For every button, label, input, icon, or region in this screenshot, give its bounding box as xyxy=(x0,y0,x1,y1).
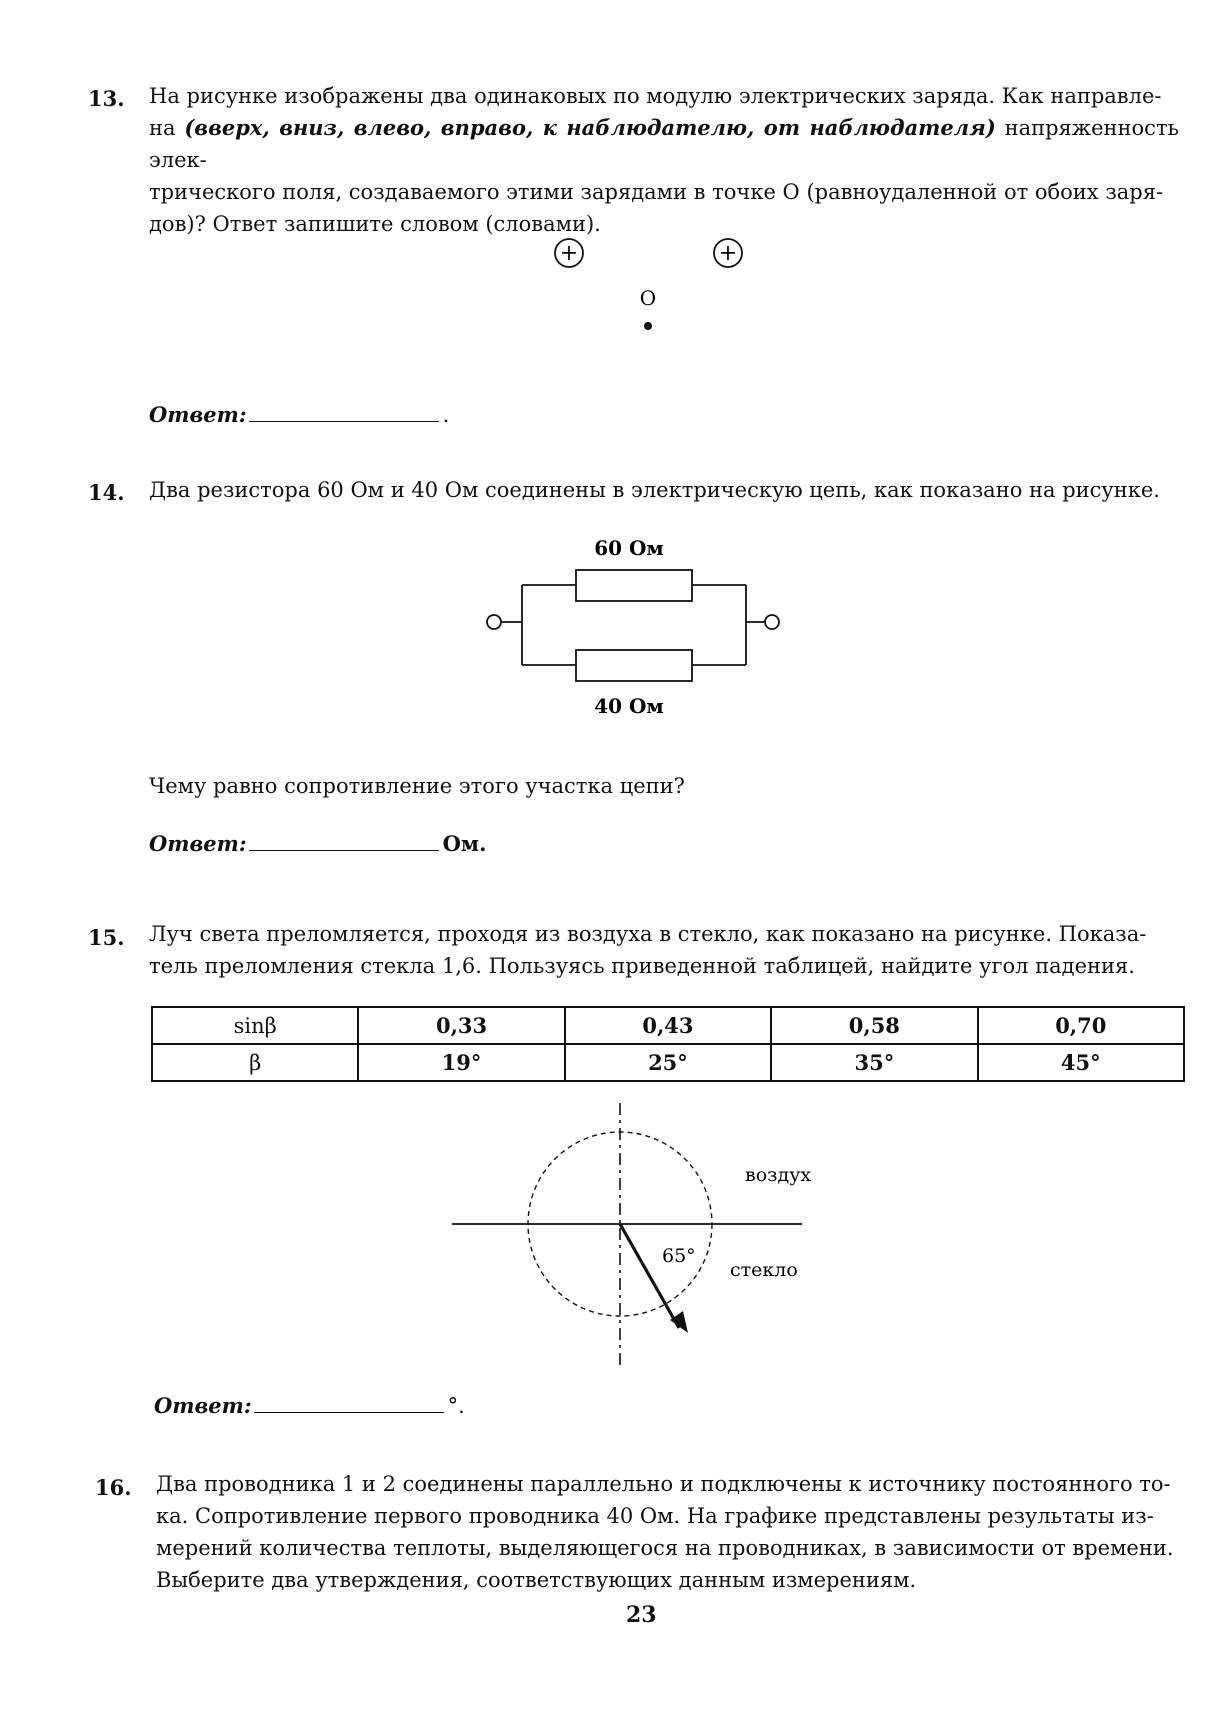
question-16-number: 16. xyxy=(95,1475,132,1500)
table-row-header-sin: sinβ xyxy=(152,1007,358,1044)
q13-line2-suffix: напряженность элек- xyxy=(149,116,1179,172)
resistor-60 xyxy=(576,570,692,601)
table-row xyxy=(152,1044,1184,1081)
question-16-line-2: ка. Сопротивление первого проводника 40 Ом. На графике представлены результаты из- xyxy=(156,1504,1154,1528)
question-13-text xyxy=(149,80,1179,240)
answer-suffix: . xyxy=(442,403,450,427)
table-cell: 0,70 xyxy=(978,1007,1184,1044)
question-15-number: 15. xyxy=(88,925,125,950)
sine-table xyxy=(151,1006,1185,1082)
wire-right xyxy=(692,585,765,665)
question-16-line-4: Выберите два утверждения, соответствующих данным измерениям. xyxy=(156,1568,917,1592)
table-cell: 0,58 xyxy=(771,1007,977,1044)
question-15-line-1: Луч света преломляется, проходя из воздуха в стекло, как показано на рисунке. Показа- xyxy=(149,922,1147,946)
question-15-text xyxy=(149,918,1189,982)
circuit-figure xyxy=(480,530,800,725)
terminal-right xyxy=(765,615,779,629)
resistor-40 xyxy=(576,650,692,681)
question-15-line-2: тель преломления стекла 1,6. Пользуясь приведенной таблицей, найдите угол падения. xyxy=(149,954,1135,978)
refracted-ray xyxy=(620,1224,679,1328)
question-14-answer xyxy=(149,830,487,856)
table-cell: 0,43 xyxy=(565,1007,771,1044)
q13-direction-options: (вверх, вниз, влево, вправо, к наблюдателю, от наблюдателя) xyxy=(184,115,996,140)
question-16-line-3: мерений количества теплоты, выделяющегося на проводниках, в зависимости от времени. xyxy=(156,1536,1174,1560)
table-cell: 19° xyxy=(358,1044,564,1081)
answer-suffix: °. xyxy=(447,1394,465,1418)
question-14-text: Два резистора 60 Ом и 40 Ом соединены в электрическую цепь, как показано на рисунке. xyxy=(149,478,1160,502)
charge-left-sign: + xyxy=(559,241,579,266)
glass-label: стекло xyxy=(730,1259,798,1281)
q13-line2-prefix: на xyxy=(149,116,185,140)
terminal-left xyxy=(487,615,501,629)
page-number: 23 xyxy=(626,1602,657,1628)
question-13-line-2 xyxy=(149,112,1179,176)
question-14-question: Чему равно сопротивление этого участка цепи? xyxy=(149,774,685,798)
question-16-line-1: Два проводника 1 и 2 соединены параллельно и подключены к источнику постоянного то- xyxy=(156,1472,1171,1496)
charge-right xyxy=(714,239,742,267)
table-cell: 25° xyxy=(565,1044,771,1081)
charges-figure xyxy=(540,225,760,335)
table-cell: 45° xyxy=(978,1044,1184,1081)
question-13-answer xyxy=(149,401,449,427)
table-row-header-beta: β xyxy=(152,1044,358,1081)
question-13-line-3: трического поля, создаваемого этими зарядами в точке О (равноудаленной от обоих заря- xyxy=(149,180,1164,204)
question-13-number: 13. xyxy=(88,86,125,111)
table-cell: 0,33 xyxy=(358,1007,564,1044)
answer-label: Ответ: xyxy=(149,402,247,427)
answer-unit: Ом. xyxy=(442,831,487,856)
angle-label: 65° xyxy=(662,1245,696,1267)
table-cell: 35° xyxy=(771,1044,977,1081)
answer-field[interactable] xyxy=(254,1392,444,1413)
wire-left xyxy=(501,585,576,665)
question-14-number: 14. xyxy=(88,480,125,505)
resistor-40-label: 40 Ом xyxy=(594,694,664,718)
refraction-figure xyxy=(450,1098,830,1368)
question-16-text xyxy=(156,1468,1186,1596)
point-o-label: О xyxy=(639,286,657,310)
charge-right-sign: + xyxy=(718,241,738,266)
table-row xyxy=(152,1007,1184,1044)
air-label: воздух xyxy=(745,1164,812,1186)
resistor-60-label: 60 Ом xyxy=(594,536,664,560)
answer-field[interactable] xyxy=(249,830,439,851)
point-o-dot xyxy=(644,322,652,330)
question-13-line-1: На рисунке изображены два одинаковых по модулю электрических заряда. Как направле- xyxy=(149,84,1162,108)
question-15-answer xyxy=(154,1392,465,1418)
answer-label: Ответ: xyxy=(154,1393,252,1418)
answer-field[interactable] xyxy=(249,401,439,422)
charge-left xyxy=(555,239,583,267)
answer-label: Ответ: xyxy=(149,831,247,856)
question-13-line-4: дов)? Ответ запишите словом (словами). xyxy=(149,212,601,236)
